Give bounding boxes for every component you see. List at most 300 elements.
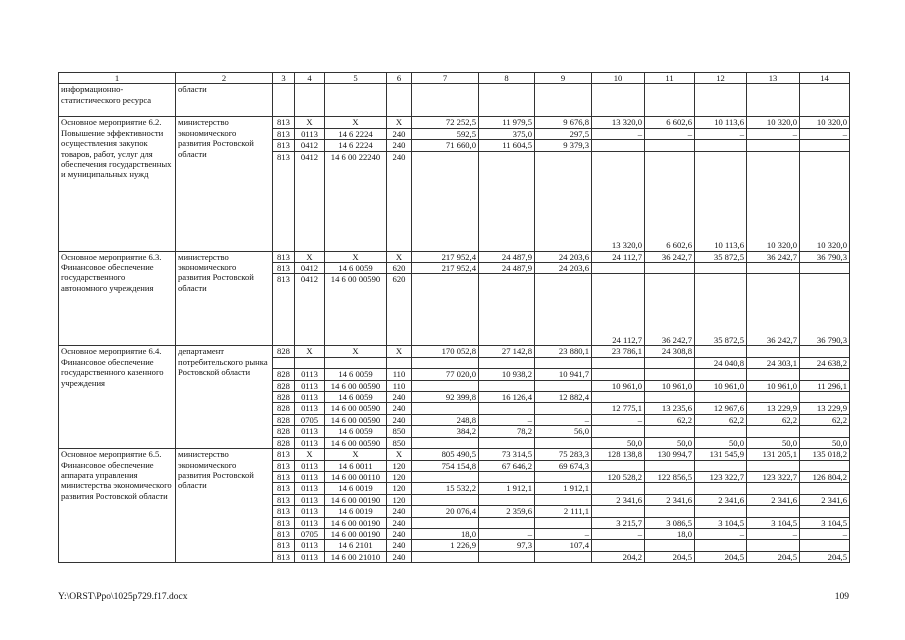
value-cell: X	[295, 251, 325, 262]
value-cell	[592, 460, 645, 471]
value-cell	[747, 369, 800, 380]
value-cell: 813	[273, 117, 295, 128]
value-cell: 123 322,7	[695, 471, 747, 482]
value-cell: 14 6 00 21010	[325, 551, 387, 562]
value-cell	[535, 517, 592, 528]
empty-cell	[479, 84, 535, 117]
value-cell: X	[387, 251, 412, 262]
value-cell: 36 242,7	[645, 251, 695, 262]
header-cell: 3	[273, 73, 295, 84]
value-cell: 828	[273, 403, 295, 414]
value-cell: 75 283,3	[535, 449, 592, 460]
value-cell: 110	[387, 369, 412, 380]
header-cell: 4	[295, 73, 325, 84]
value-cell: 620	[387, 274, 412, 346]
value-cell: 13 320,0	[592, 151, 645, 251]
value-cell: 12 882,4	[535, 392, 592, 403]
value-cell	[412, 380, 479, 391]
value-cell: 828	[273, 414, 295, 425]
value-cell	[695, 346, 747, 357]
value-cell: 813	[273, 540, 295, 551]
value-cell: 50,0	[645, 437, 695, 448]
value-cell: 3 104,5	[695, 517, 747, 528]
value-cell: 805 490,5	[412, 449, 479, 460]
value-cell: –	[479, 414, 535, 425]
value-cell: 217 952,4	[412, 251, 479, 262]
value-cell: 850	[387, 437, 412, 448]
value-cell: 828	[273, 346, 295, 357]
value-cell: –	[800, 528, 850, 539]
value-cell: 97,3	[479, 540, 535, 551]
value-cell: 50,0	[592, 437, 645, 448]
value-cell: 3 104,5	[800, 517, 850, 528]
value-cell: 14 6 00 22240	[325, 151, 387, 251]
value-cell: 1 912,1	[535, 483, 592, 494]
value-cell: 170 052,8	[412, 346, 479, 357]
header-cell: 13	[747, 73, 800, 84]
value-cell	[747, 506, 800, 517]
value-cell	[325, 357, 387, 368]
value-cell: 813	[273, 471, 295, 482]
value-cell	[800, 346, 850, 357]
value-cell: 240	[387, 151, 412, 251]
value-cell: 72 252,5	[412, 117, 479, 128]
value-cell	[747, 346, 800, 357]
value-cell: 14 6 00 00590	[325, 414, 387, 425]
value-cell	[535, 437, 592, 448]
value-cell	[800, 506, 850, 517]
value-cell: 120	[387, 483, 412, 494]
value-cell	[747, 263, 800, 274]
value-cell: 813	[273, 483, 295, 494]
value-cell: 3 104,5	[747, 517, 800, 528]
value-cell: –	[695, 128, 747, 139]
value-cell: –	[592, 528, 645, 539]
value-cell: 128 138,8	[592, 449, 645, 460]
value-cell	[592, 540, 645, 551]
value-cell: 204,5	[645, 551, 695, 562]
value-cell	[747, 540, 800, 551]
header-cell: 7	[412, 73, 479, 84]
empty-cell	[412, 84, 479, 117]
value-cell: X	[295, 449, 325, 460]
value-cell: 0113	[295, 437, 325, 448]
value-cell: 24 308,8	[645, 346, 695, 357]
value-cell	[412, 494, 479, 505]
value-cell: 14 6 0059	[325, 426, 387, 437]
value-cell	[412, 551, 479, 562]
value-cell: –	[747, 128, 800, 139]
value-cell: 11 979,5	[479, 117, 535, 128]
value-cell	[695, 506, 747, 517]
value-cell	[747, 140, 800, 151]
footer-file-path: Y:\ORST\Ppo\1025p729.f17.docx	[58, 592, 188, 602]
measure-name: Основное мероприятие 6.3. Финансовое обеспечение государственного автономного учреждения	[59, 251, 176, 346]
value-cell: 240	[387, 517, 412, 528]
value-cell: 18,0	[645, 528, 695, 539]
header-cell: 8	[479, 73, 535, 84]
value-cell	[645, 140, 695, 151]
value-cell: 36 242,7	[747, 251, 800, 262]
value-cell: 2 341,6	[695, 494, 747, 505]
value-cell: 35 872,5	[695, 274, 747, 346]
value-cell: 78,2	[479, 426, 535, 437]
value-cell: 62,2	[695, 414, 747, 425]
value-cell: 14 6 00 00590	[325, 437, 387, 448]
value-cell	[645, 369, 695, 380]
value-cell	[412, 403, 479, 414]
value-cell	[800, 483, 850, 494]
value-cell: 375,0	[479, 128, 535, 139]
value-cell	[800, 369, 850, 380]
value-cell: 16 126,4	[479, 392, 535, 403]
value-cell: 2 341,6	[592, 494, 645, 505]
executor-name: области	[176, 84, 273, 117]
value-cell: 10 320,0	[800, 151, 850, 251]
value-cell	[645, 540, 695, 551]
value-cell: 813	[273, 140, 295, 151]
value-cell: –	[479, 528, 535, 539]
value-cell: 24 112,7	[592, 251, 645, 262]
value-cell: X	[387, 449, 412, 460]
value-cell: 110	[387, 380, 412, 391]
header-cell: 10	[592, 73, 645, 84]
value-cell: 10 320,0	[747, 151, 800, 251]
page-number: 109	[834, 592, 849, 602]
value-cell: 2 111,1	[535, 506, 592, 517]
value-cell: 14 6 2101	[325, 540, 387, 551]
value-cell: 0705	[295, 414, 325, 425]
value-cell: 240	[387, 392, 412, 403]
value-cell: 828	[273, 380, 295, 391]
value-cell: 828	[273, 437, 295, 448]
value-cell: 92 399,8	[412, 392, 479, 403]
value-cell	[800, 263, 850, 274]
value-cell: 813	[273, 506, 295, 517]
value-cell: 0113	[295, 403, 325, 414]
empty-cell	[695, 84, 747, 117]
value-cell	[412, 471, 479, 482]
value-cell: 120	[387, 494, 412, 505]
value-cell	[645, 357, 695, 368]
value-cell	[747, 460, 800, 471]
value-cell: 0113	[295, 540, 325, 551]
value-cell: 13 229,9	[747, 403, 800, 414]
value-cell: 2 359,6	[479, 506, 535, 517]
value-cell: 6 602,6	[645, 117, 695, 128]
value-cell: 12 967,6	[695, 403, 747, 414]
value-cell	[479, 380, 535, 391]
value-cell: 204,2	[592, 551, 645, 562]
value-cell: –	[800, 128, 850, 139]
table-row	[59, 251, 850, 262]
value-cell: 131 545,9	[695, 449, 747, 460]
value-cell: 0412	[295, 263, 325, 274]
header-cell: 14	[800, 73, 850, 84]
value-cell: 2 341,6	[800, 494, 850, 505]
value-cell: 813	[273, 449, 295, 460]
value-cell: 11 296,1	[800, 380, 850, 391]
measure-name: Основное мероприятие 6.4. Финансовое обеспечение государственного казенного учреждения	[59, 346, 176, 449]
header-cell: 6	[387, 73, 412, 84]
value-cell	[800, 460, 850, 471]
value-cell: 20 076,4	[412, 506, 479, 517]
value-cell: 24 203,6	[535, 251, 592, 262]
table-row	[59, 117, 850, 128]
value-cell: 0113	[295, 380, 325, 391]
value-cell: 14 6 2224	[325, 140, 387, 151]
value-cell	[273, 357, 295, 368]
value-cell: 135 018,2	[800, 449, 850, 460]
value-cell	[800, 426, 850, 437]
empty-cell	[295, 84, 325, 117]
value-cell	[645, 460, 695, 471]
value-cell: –	[747, 528, 800, 539]
measure-name: информационно-статистического ресурса	[59, 84, 176, 117]
value-cell	[412, 357, 479, 368]
value-cell	[535, 357, 592, 368]
value-cell	[535, 494, 592, 505]
value-cell	[535, 380, 592, 391]
value-cell: 24 638,2	[800, 357, 850, 368]
value-cell: 813	[273, 251, 295, 262]
value-cell: 131 205,1	[747, 449, 800, 460]
value-cell: 10 961,0	[592, 380, 645, 391]
value-cell: 10 320,0	[747, 117, 800, 128]
value-cell	[800, 140, 850, 151]
value-cell	[412, 437, 479, 448]
value-cell: 24 303,1	[747, 357, 800, 368]
value-cell: 10 113,6	[695, 117, 747, 128]
value-cell: 10 961,0	[645, 380, 695, 391]
value-cell: 240	[387, 540, 412, 551]
value-cell: 10 941,7	[535, 369, 592, 380]
value-cell: 1 912,1	[479, 483, 535, 494]
value-cell: 0113	[295, 471, 325, 482]
value-cell: 0113	[295, 426, 325, 437]
value-cell: X	[387, 117, 412, 128]
value-cell	[592, 426, 645, 437]
value-cell: 67 646,2	[479, 460, 535, 471]
value-cell: 240	[387, 128, 412, 139]
value-cell: 828	[273, 369, 295, 380]
value-cell	[592, 392, 645, 403]
value-cell: 23 786,1	[592, 346, 645, 357]
value-cell: 813	[273, 494, 295, 505]
value-cell	[412, 274, 479, 346]
value-cell: –	[645, 128, 695, 139]
value-cell	[695, 426, 747, 437]
value-cell	[645, 483, 695, 494]
value-cell	[592, 483, 645, 494]
empty-cell	[645, 84, 695, 117]
value-cell	[800, 392, 850, 403]
value-cell	[387, 357, 412, 368]
value-cell: 27 142,8	[479, 346, 535, 357]
value-cell	[535, 151, 592, 251]
value-cell	[695, 263, 747, 274]
empty-cell	[747, 84, 800, 117]
value-cell: 14 6 00 00190	[325, 528, 387, 539]
table-row	[59, 84, 850, 117]
value-cell: 248,8	[412, 414, 479, 425]
value-cell: 36 790,3	[800, 274, 850, 346]
value-cell: 36 242,7	[645, 274, 695, 346]
value-cell: –	[592, 414, 645, 425]
value-cell: 0113	[295, 128, 325, 139]
value-cell: 24 487,9	[479, 251, 535, 262]
value-cell: 14 6 00 00110	[325, 471, 387, 482]
empty-cell	[325, 84, 387, 117]
value-cell: X	[325, 117, 387, 128]
value-cell: 13 229,9	[800, 403, 850, 414]
value-cell: 0705	[295, 528, 325, 539]
measure-name: Основное мероприятие 6.2. Повышение эффективности осуществления закупок товаров, работ, услуг для обеспечения государственных и муниципальных нужд	[59, 117, 176, 251]
value-cell: 828	[273, 426, 295, 437]
value-cell: 36 790,3	[800, 251, 850, 262]
value-cell: 10 320,0	[800, 117, 850, 128]
table-row	[59, 346, 850, 357]
value-cell: 14 6 00 00190	[325, 494, 387, 505]
value-cell: 10 961,0	[695, 380, 747, 391]
value-cell	[695, 369, 747, 380]
value-cell: 36 242,7	[747, 274, 800, 346]
value-cell: 0113	[295, 517, 325, 528]
value-cell	[592, 357, 645, 368]
value-cell	[479, 551, 535, 562]
budget-table	[58, 72, 850, 563]
value-cell: 217 952,4	[412, 263, 479, 274]
value-cell	[412, 151, 479, 251]
value-cell: 813	[273, 263, 295, 274]
value-cell	[479, 517, 535, 528]
value-cell: 592,5	[412, 128, 479, 139]
empty-cell	[273, 84, 295, 117]
value-cell	[645, 426, 695, 437]
value-cell: 3 215,7	[592, 517, 645, 528]
value-cell: 50,0	[800, 437, 850, 448]
value-cell: 813	[273, 517, 295, 528]
value-cell: 11 604,5	[479, 140, 535, 151]
value-cell: 24 487,9	[479, 263, 535, 274]
value-cell: 813	[273, 528, 295, 539]
value-cell: 15 532,2	[412, 483, 479, 494]
value-cell: 56,0	[535, 426, 592, 437]
value-cell: 23 880,1	[535, 346, 592, 357]
value-cell: 384,2	[412, 426, 479, 437]
value-cell: 50,0	[695, 437, 747, 448]
value-cell: 14 6 0059	[325, 263, 387, 274]
value-cell	[479, 494, 535, 505]
value-cell: 6 602,6	[645, 151, 695, 251]
value-cell: –	[592, 128, 645, 139]
value-cell	[592, 369, 645, 380]
value-cell: 240	[387, 403, 412, 414]
value-cell: 9 379,3	[535, 140, 592, 151]
value-cell: 204,5	[695, 551, 747, 562]
value-cell: 813	[273, 151, 295, 251]
value-cell	[479, 403, 535, 414]
executor-name: министерство экономического развития Ростовской области	[176, 251, 273, 346]
value-cell: 0113	[295, 392, 325, 403]
value-cell: 754 154,8	[412, 460, 479, 471]
value-cell: –	[535, 528, 592, 539]
value-cell: 3 086,5	[645, 517, 695, 528]
value-cell: X	[325, 449, 387, 460]
value-cell	[535, 471, 592, 482]
value-cell: 14 6 0011	[325, 460, 387, 471]
value-cell: 813	[273, 460, 295, 471]
value-cell: 123 322,7	[747, 471, 800, 482]
value-cell: 69 674,3	[535, 460, 592, 471]
value-cell: 813	[273, 128, 295, 139]
value-cell: 9 676,8	[535, 117, 592, 128]
value-cell	[479, 471, 535, 482]
value-cell: 14 6 00 00590	[325, 274, 387, 346]
value-cell: 13 235,6	[645, 403, 695, 414]
value-cell: 0412	[295, 151, 325, 251]
value-cell	[592, 140, 645, 151]
value-cell	[695, 392, 747, 403]
value-cell: 122 856,5	[645, 471, 695, 482]
value-cell: 240	[387, 414, 412, 425]
header-cell: 12	[695, 73, 747, 84]
header-cell: 5	[325, 73, 387, 84]
value-cell: 14 6 0059	[325, 392, 387, 403]
value-cell: 24 203,6	[535, 263, 592, 274]
value-cell	[479, 274, 535, 346]
value-cell: 14 6 00 00590	[325, 380, 387, 391]
value-cell: X	[295, 117, 325, 128]
value-cell: 10 961,0	[747, 380, 800, 391]
value-cell: 0113	[295, 506, 325, 517]
value-cell: 204,5	[747, 551, 800, 562]
value-cell: 62,2	[747, 414, 800, 425]
value-cell: 24 040,8	[695, 357, 747, 368]
value-cell: X	[295, 346, 325, 357]
header-cell: 11	[645, 73, 695, 84]
value-cell: 18,0	[412, 528, 479, 539]
value-cell: 62,2	[645, 414, 695, 425]
value-cell	[412, 517, 479, 528]
value-cell: 130 994,7	[645, 449, 695, 460]
value-cell: 14 6 0019	[325, 506, 387, 517]
table-row	[59, 449, 850, 460]
value-cell: 73 314,5	[479, 449, 535, 460]
value-cell	[645, 506, 695, 517]
value-cell: X	[325, 346, 387, 357]
value-cell: 107,4	[535, 540, 592, 551]
value-cell	[747, 483, 800, 494]
value-cell: 13 320,0	[592, 117, 645, 128]
value-cell: X	[325, 251, 387, 262]
value-cell: 1 226,9	[412, 540, 479, 551]
value-cell: 0412	[295, 274, 325, 346]
value-cell: 0113	[295, 551, 325, 562]
value-cell: 10 938,2	[479, 369, 535, 380]
value-cell: 297,5	[535, 128, 592, 139]
value-cell: 850	[387, 426, 412, 437]
empty-cell	[535, 84, 592, 117]
executor-name: министерство экономического развития Ростовской области	[176, 117, 273, 251]
empty-cell	[592, 84, 645, 117]
value-cell: 14 6 00 00590	[325, 403, 387, 414]
value-cell	[800, 540, 850, 551]
value-cell: 0412	[295, 140, 325, 151]
value-cell: 14 6 0019	[325, 483, 387, 494]
value-cell: 50,0	[747, 437, 800, 448]
value-cell: 71 660,0	[412, 140, 479, 151]
